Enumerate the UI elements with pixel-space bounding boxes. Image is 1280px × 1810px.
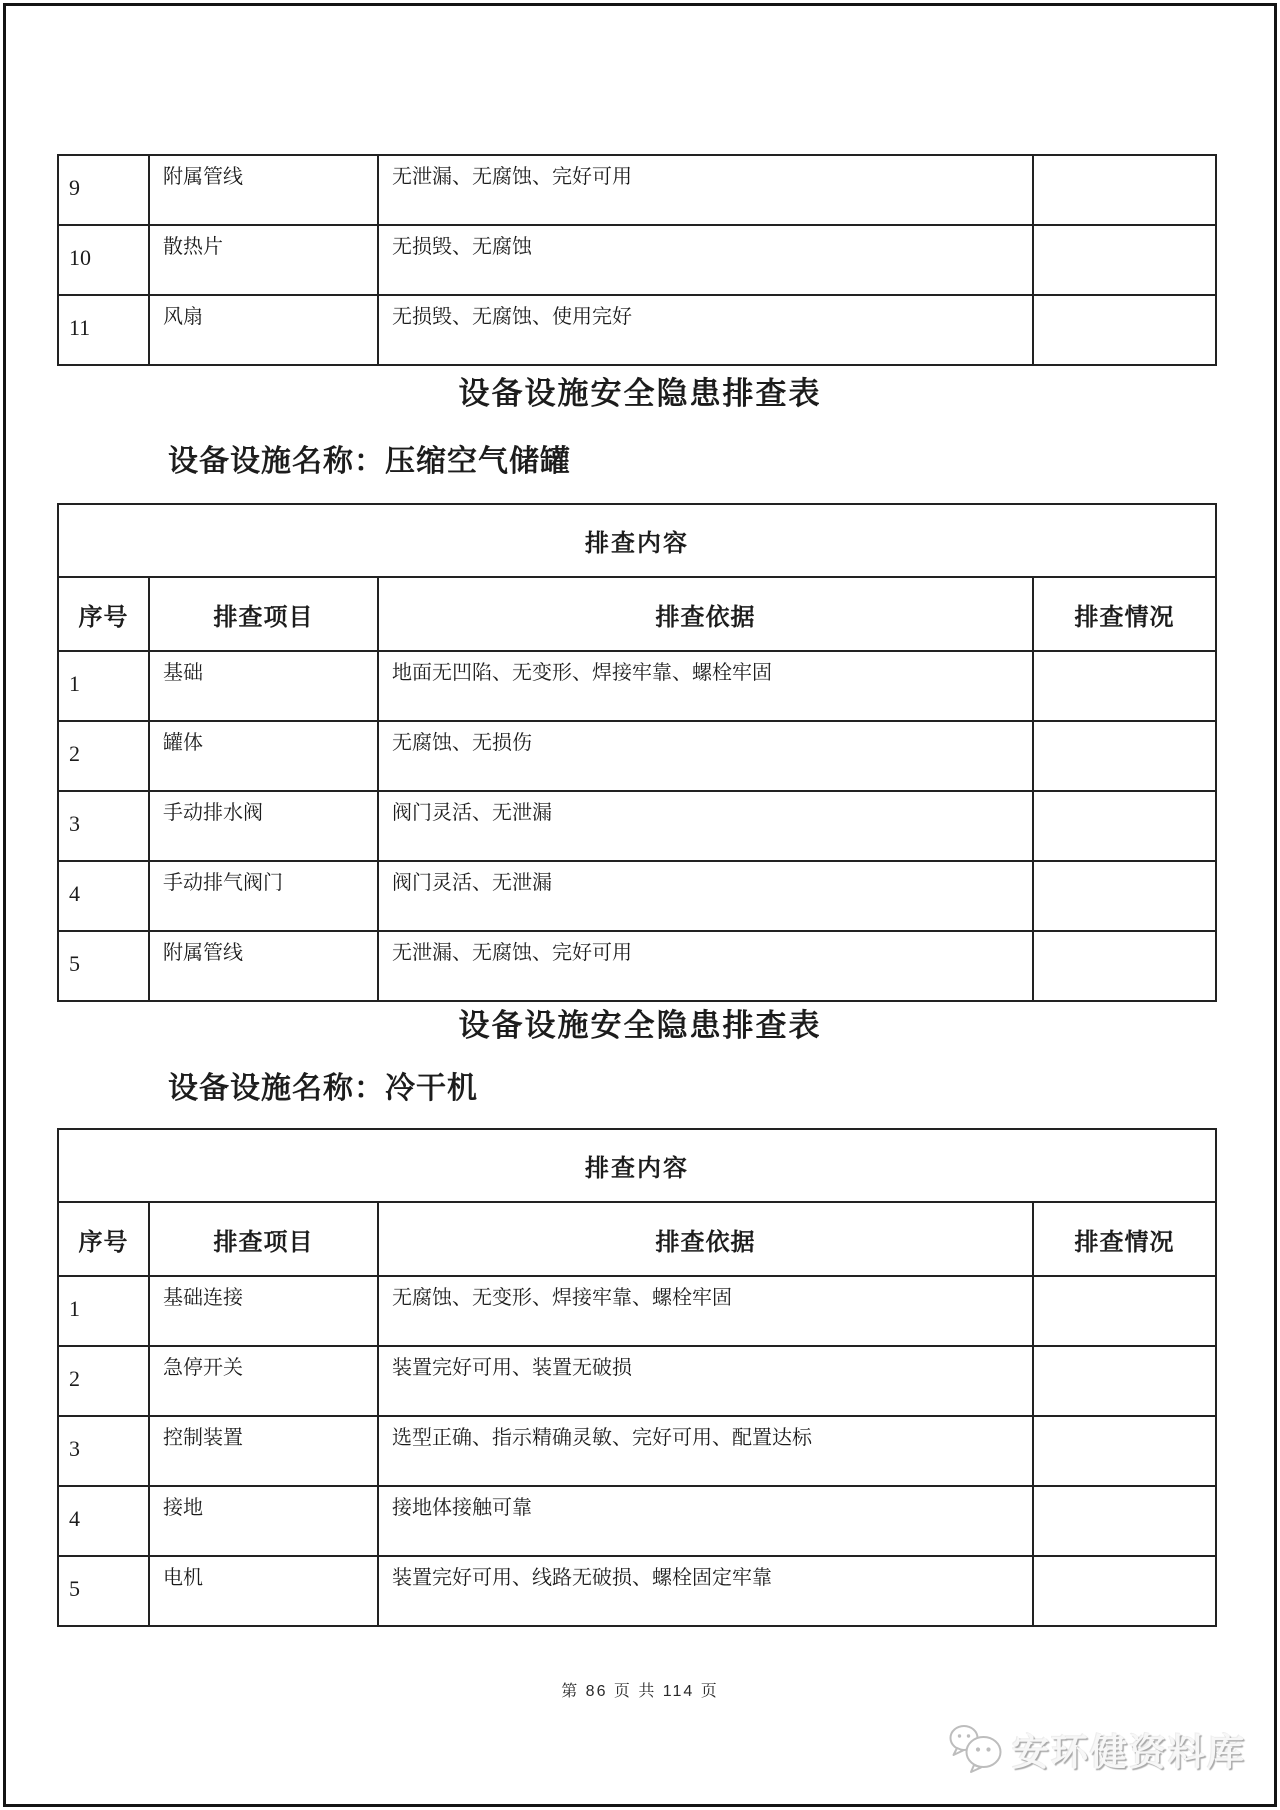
status-cell — [1033, 225, 1216, 295]
status-cell — [1033, 1416, 1216, 1486]
page-number: 第 86 页 共 114 页 — [561, 1683, 719, 1700]
item-cell: 风扇 — [149, 295, 378, 365]
item-cell: 手动排气阀门 — [149, 861, 378, 931]
basis-cell: 装置完好可用、装置无破损 — [378, 1346, 1033, 1416]
table-row — [58, 1416, 1216, 1486]
group-header-cell: 排查内容 — [58, 504, 1216, 577]
status-cell — [1033, 861, 1216, 931]
inspection-table-continued — [57, 154, 1217, 366]
seq-cell: 1 — [58, 651, 149, 721]
equipment-name: 设备设施名称：压缩空气储罐 — [168, 445, 571, 478]
watermark-label: 安环健资料库 — [1012, 1732, 1246, 1773]
basis-cell: 选型正确、指示精确灵敏、完好可用、配置达标 — [378, 1416, 1033, 1486]
group-header-cell: 排查内容 — [58, 1129, 1216, 1202]
seq-cell: 5 — [58, 1556, 149, 1626]
column-header-row — [58, 1202, 1216, 1276]
seq-cell: 11 — [58, 295, 149, 365]
seq-cell: 9 — [58, 155, 149, 225]
basis-cell: 无损毁、无腐蚀 — [378, 225, 1033, 295]
table-row — [58, 295, 1216, 365]
table-row — [58, 651, 1216, 721]
item-cell: 附属管线 — [149, 155, 378, 225]
status-cell — [1033, 791, 1216, 861]
seq-cell: 3 — [58, 791, 149, 861]
status-cell — [1033, 1276, 1216, 1346]
status-header: 排查情况 — [1033, 1202, 1216, 1276]
seq-cell: 4 — [58, 1486, 149, 1556]
item-cell: 散热片 — [149, 225, 378, 295]
basis-cell: 阀门灵活、无泄漏 — [378, 791, 1033, 861]
table-row — [58, 1486, 1216, 1556]
group-header-row — [58, 504, 1216, 577]
seq-header: 序号 — [58, 1202, 149, 1276]
table-row — [58, 791, 1216, 861]
column-header-row — [58, 577, 1216, 651]
status-header: 排查情况 — [1033, 577, 1216, 651]
basis-header: 排查依据 — [378, 1202, 1033, 1276]
table-row — [58, 721, 1216, 791]
item-header: 排查项目 — [149, 577, 378, 651]
basis-cell: 无泄漏、无腐蚀、完好可用 — [378, 931, 1033, 1001]
basis-header: 排查依据 — [378, 577, 1033, 651]
seq-cell: 3 — [58, 1416, 149, 1486]
seq-cell: 5 — [58, 931, 149, 1001]
inspection-table-dryer — [57, 1128, 1217, 1627]
seq-cell: 1 — [58, 1276, 149, 1346]
item-cell: 控制装置 — [149, 1416, 378, 1486]
item-cell: 急停开关 — [149, 1346, 378, 1416]
table-row — [58, 931, 1216, 1001]
section-title: 设备设施安全隐患排查表 — [458, 1008, 822, 1043]
table-row — [58, 861, 1216, 931]
seq-cell: 10 — [58, 225, 149, 295]
table-row — [58, 1276, 1216, 1346]
basis-cell: 无泄漏、无腐蚀、完好可用 — [378, 155, 1033, 225]
seq-cell: 2 — [58, 1346, 149, 1416]
status-cell — [1033, 651, 1216, 721]
item-cell: 基础 — [149, 651, 378, 721]
table-row — [58, 1556, 1216, 1626]
basis-cell: 装置完好可用、线路无破损、螺栓固定牢靠 — [378, 1556, 1033, 1626]
table-row — [58, 1346, 1216, 1416]
basis-cell: 地面无凹陷、无变形、焊接牢靠、螺栓牢固 — [378, 651, 1033, 721]
status-cell — [1033, 155, 1216, 225]
basis-cell: 无腐蚀、无损伤 — [378, 721, 1033, 791]
item-cell: 手动排水阀 — [149, 791, 378, 861]
status-cell — [1033, 1346, 1216, 1416]
basis-cell: 接地体接触可靠 — [378, 1486, 1033, 1556]
equipment-name: 设备设施名称：冷干机 — [168, 1072, 478, 1105]
inspection-table-air-tank — [57, 503, 1217, 1002]
watermark — [947, 1722, 1246, 1776]
section-title: 设备设施安全隐患排查表 — [458, 376, 822, 411]
table-row — [58, 155, 1216, 225]
seq-cell: 4 — [58, 861, 149, 931]
basis-cell: 无腐蚀、无变形、焊接牢靠、螺栓牢固 — [378, 1276, 1033, 1346]
seq-cell: 2 — [58, 721, 149, 791]
item-cell: 基础连接 — [149, 1276, 378, 1346]
item-cell: 接地 — [149, 1486, 378, 1556]
item-cell: 附属管线 — [149, 931, 378, 1001]
table-row — [58, 225, 1216, 295]
status-cell — [1033, 295, 1216, 365]
item-header: 排查项目 — [149, 1202, 378, 1276]
status-cell — [1033, 1556, 1216, 1626]
status-cell — [1033, 721, 1216, 791]
basis-cell: 无损毁、无腐蚀、使用完好 — [378, 295, 1033, 365]
status-cell — [1033, 931, 1216, 1001]
seq-header: 序号 — [58, 577, 149, 651]
item-cell: 罐体 — [149, 721, 378, 791]
group-header-row — [58, 1129, 1216, 1202]
basis-cell: 阀门灵活、无泄漏 — [378, 861, 1033, 931]
chat-bubbles-icon — [947, 1723, 1005, 1775]
status-cell — [1033, 1486, 1216, 1556]
item-cell: 电机 — [149, 1556, 378, 1626]
